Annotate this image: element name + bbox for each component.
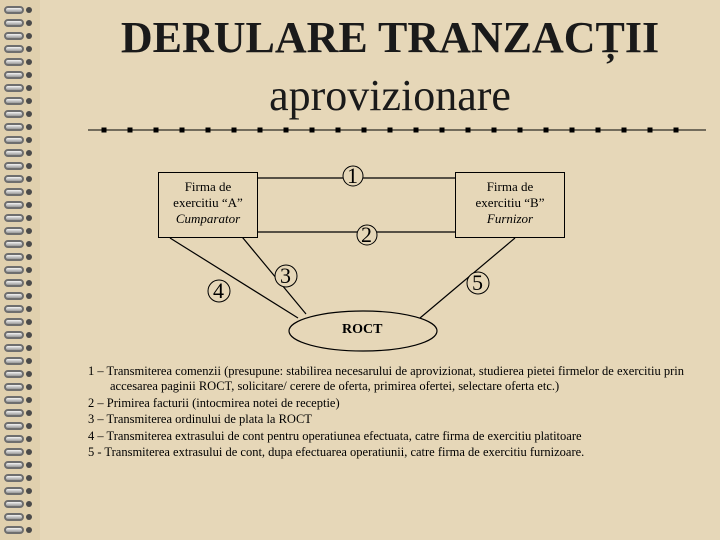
separator-mark bbox=[648, 128, 653, 133]
separator-mark bbox=[440, 128, 445, 133]
note-1: 1 – Transmiterea comenzii (presupune: stabilirea necesarului de aprovizionat, studierea pietei firmelor de exercitiu prin accesarea paginii ROCT, solicitare/ cerere de oferta, primirea ofertei, selectare oferta etc.) bbox=[88, 364, 684, 393]
firm-b-box bbox=[455, 172, 565, 238]
separator-mark bbox=[336, 128, 341, 133]
firm-a-box bbox=[158, 172, 258, 238]
edge-label-5: 5 bbox=[472, 270, 483, 295]
roct-label: ROCT bbox=[342, 322, 383, 337]
separator-mark bbox=[258, 128, 263, 133]
separator-mark bbox=[414, 128, 419, 133]
separator-mark bbox=[596, 128, 601, 133]
note-4: 4 – Transmiterea extrasului de cont pentru operatiunea efectuata, catre firma de exercitiu platitoare bbox=[88, 428, 582, 443]
page-title: DERULARE TRANZACȚII bbox=[120, 13, 660, 62]
edge-label-1: 1 bbox=[347, 163, 358, 188]
title-separator bbox=[88, 128, 706, 133]
note-5: 5 - Transmiterea extrasului de cont, dupa efectuarea operatiunii, catre firma de exercitiu furnizoare. bbox=[88, 445, 585, 459]
separator-mark bbox=[232, 128, 237, 133]
separator-mark bbox=[388, 128, 393, 133]
separator-mark bbox=[128, 128, 133, 133]
separator-mark bbox=[206, 128, 211, 133]
separator-mark bbox=[492, 128, 497, 133]
firm-a-line2: exercitiu “A” bbox=[173, 195, 243, 210]
separator-mark bbox=[544, 128, 549, 133]
separator-mark bbox=[362, 128, 367, 133]
edge-label-3: 3 bbox=[280, 263, 291, 288]
page-subtitle: aprovizionare bbox=[269, 71, 511, 120]
separator-mark bbox=[622, 128, 627, 133]
separator-mark bbox=[284, 128, 289, 133]
separator-mark bbox=[570, 128, 575, 133]
separator-mark bbox=[466, 128, 471, 133]
firm-a-role: Cumparator bbox=[175, 211, 241, 226]
separator-mark bbox=[674, 128, 679, 133]
firm-a-line1: Firma de bbox=[184, 179, 232, 194]
edge-line-5 bbox=[420, 238, 515, 318]
edge-label-4: 4 bbox=[213, 278, 224, 303]
note-3: 3 – Transmiterea ordinului de plata la ROCT bbox=[88, 412, 312, 426]
separator-mark bbox=[180, 128, 185, 133]
separator-mark bbox=[102, 128, 107, 133]
separator-mark bbox=[310, 128, 315, 133]
firm-b-role: Furnizor bbox=[486, 211, 534, 226]
separator-mark bbox=[518, 128, 523, 133]
firm-b-line2: exercitiu “B” bbox=[475, 195, 545, 210]
firm-b-line1: Firma de bbox=[486, 179, 534, 194]
notes-list bbox=[88, 364, 698, 462]
note-2: 2 – Primirea facturii (intocmirea notei de receptie) bbox=[88, 395, 340, 410]
edge-label-2: 2 bbox=[361, 222, 372, 247]
separator-mark bbox=[154, 128, 159, 133]
